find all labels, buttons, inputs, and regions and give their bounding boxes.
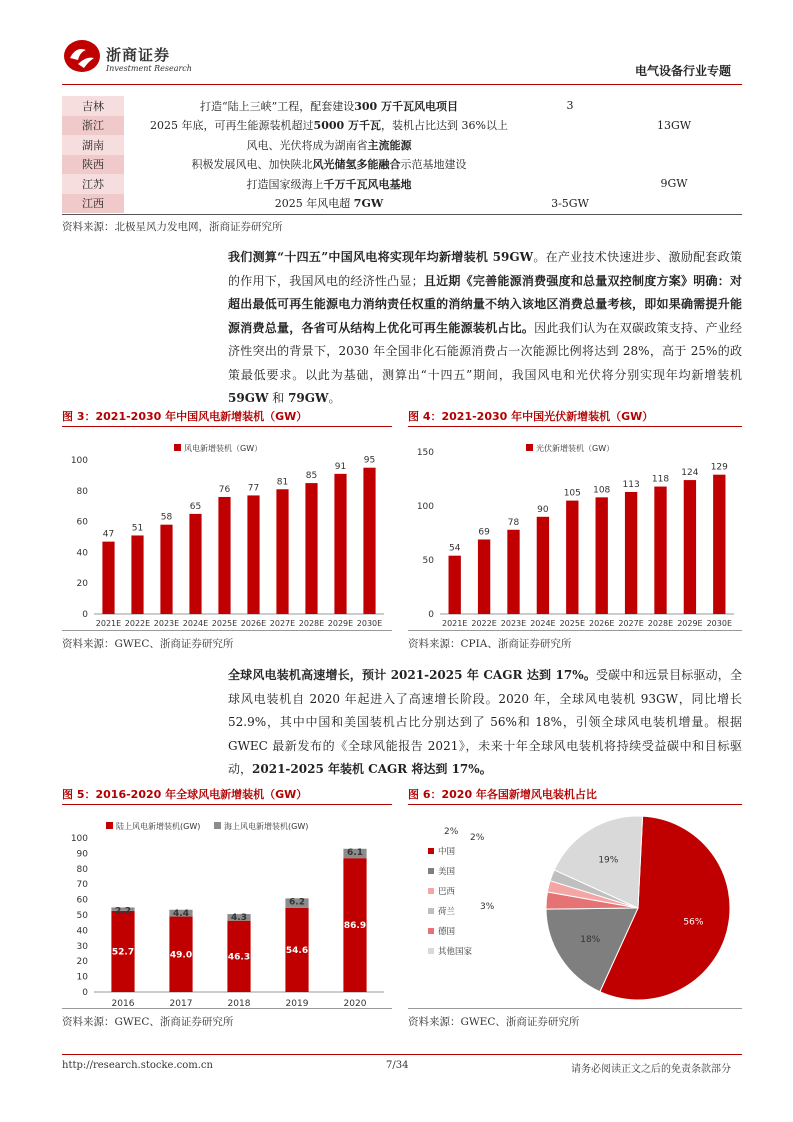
data-label: 77 <box>247 483 260 494</box>
value-cell: 3-5GW <box>551 196 589 210</box>
legend-swatch <box>106 822 113 829</box>
target-cell: 13GW <box>656 118 692 132</box>
data-label: 58 <box>160 512 173 523</box>
report-type: 电气设备行业专题 <box>634 64 731 78</box>
x-tick-label: 2028E <box>298 619 325 628</box>
value-cell <box>534 155 606 175</box>
fig5-bottom-rule <box>62 1008 392 1009</box>
policy-text: 2025 年底，可再生能源装机超过 <box>150 119 314 133</box>
y-tick-label: 30 <box>76 941 88 952</box>
x-tick-label: 2026E <box>588 619 615 628</box>
bar <box>276 489 288 614</box>
header-divider <box>62 84 742 85</box>
legend-swatch <box>428 948 434 954</box>
para1-text-2: 因此我们认为在双碳政策支持、产业经济性突出的背景下，2030 年全国非化石能源消费占一次能源比例将达到 28%，高于 25%的政策最低要求。以此为基础，测算出“十四五”期间，我国风电和光伏将分别实现年均新增装机 <box>228 320 742 382</box>
data-label: 2.2 <box>115 906 131 917</box>
data-label: 54.6 <box>285 945 309 956</box>
table-source: 资料来源：北极星风力发电网，浙商证券研究所 <box>62 221 283 233</box>
paragraph-wind-forecast <box>228 246 742 411</box>
policy-cell <box>124 174 534 194</box>
x-tick-label: 2019 <box>285 999 309 1008</box>
bar <box>131 535 143 614</box>
y-tick-label: 20 <box>76 957 88 968</box>
legend-swatch <box>428 848 434 854</box>
x-tick-label: 2025E <box>211 619 238 628</box>
logo-icon <box>62 38 102 74</box>
x-tick-label: 2022E <box>471 619 497 628</box>
bar <box>247 495 259 614</box>
legend-label: 海上风电新增装机(GW) <box>224 822 309 831</box>
data-label: 52.7 <box>111 947 135 958</box>
x-tick-label: 2029E <box>677 619 703 628</box>
y-tick-label: 0 <box>82 610 88 620</box>
brand-name: 浙商证券 <box>106 46 171 64</box>
fig4-rule <box>408 426 742 427</box>
policy-text: 积极发展风电、加快陕北 <box>191 158 313 172</box>
x-tick-label: 2017 <box>169 999 193 1008</box>
x-tick-label: 2023E <box>500 619 527 628</box>
data-label: 47 <box>102 529 115 540</box>
target-cell <box>606 96 742 116</box>
fig4-source: 资料来源：CPIA、浙商证券研究所 <box>408 638 572 650</box>
data-label: 108 <box>593 485 611 496</box>
y-tick-label: 40 <box>76 926 88 937</box>
bar <box>334 474 346 614</box>
legend-label: 其他国家 <box>438 947 473 957</box>
x-tick-label: 2027E <box>618 619 644 628</box>
bar <box>102 542 114 614</box>
para1-bold-1: 我们测算“十四五”中国风电将实现年均新增装机 59GW <box>228 250 534 264</box>
target-cell <box>606 155 742 175</box>
bar <box>363 468 375 614</box>
data-label: 124 <box>681 468 699 479</box>
data-label: 46.3 <box>227 952 251 963</box>
data-label: 51 <box>131 523 144 534</box>
fig3-source: 资料来源：GWEC、浙商证券研究所 <box>62 638 234 650</box>
y-tick-label: 20 <box>76 579 88 590</box>
bar <box>449 556 461 614</box>
para1-bold-2: 且近期《完善能源消费强度和总量双控制度方案》明确：对超出最低可再生能源电力消纳责任权重的消纳量不纳入该地区消费总量考核，即如果确需提升能源消费总量，各省可从结构上优化可再生能源装机占比。 <box>228 273 742 335</box>
legend-label: 德国 <box>438 927 456 937</box>
bar <box>625 492 637 614</box>
policy-text-tail: ，装机占比达到 36%以上 <box>381 119 508 133</box>
para2-bold-1: 全球风电装机高速增长，预计 2021-2025 年 CAGR 达到 17%。 <box>228 668 596 682</box>
slice-label: 18% <box>580 935 601 946</box>
data-label: 6.2 <box>289 897 305 908</box>
policy-highlight: 主流能源 <box>367 138 412 152</box>
y-tick-label: 100 <box>416 502 434 512</box>
province-cell: 江西 <box>62 194 124 214</box>
para1-bold-4: 79GW <box>288 391 329 405</box>
x-tick-label: 2030E <box>706 619 733 628</box>
bar <box>478 539 490 614</box>
slice-label: 2% <box>470 833 485 843</box>
table-row <box>62 96 742 116</box>
x-tick-label: 2024E <box>530 619 556 628</box>
province-cell: 江苏 <box>62 174 124 194</box>
table-row <box>62 194 742 214</box>
data-label: 65 <box>189 501 202 512</box>
para2-bold-2: 2021-2025 年装机 CAGR 将达到 17%。 <box>252 762 492 776</box>
legend-swatch <box>428 868 434 874</box>
policy-text: 打造“陆上三峡”工程，配套建设 <box>199 99 355 113</box>
y-tick-label: 70 <box>76 880 88 891</box>
slice-label: 3% <box>480 902 495 912</box>
fig3-chart <box>62 430 392 630</box>
bar <box>189 514 201 614</box>
data-label: 69 <box>478 527 490 538</box>
policy-cell <box>124 155 534 175</box>
legend-swatch <box>428 928 434 934</box>
y-tick-label: 80 <box>76 864 88 875</box>
x-tick-label: 2021E <box>95 619 122 628</box>
x-tick-label: 2024E <box>182 619 209 628</box>
x-tick-label: 2030E <box>356 619 383 628</box>
province-cell: 陕西 <box>62 155 124 175</box>
x-tick-label: 2020 <box>343 999 367 1008</box>
data-label: 49.0 <box>169 950 193 961</box>
legend-label: 巴西 <box>438 887 456 897</box>
bar <box>713 475 725 614</box>
data-label: 113 <box>622 479 640 490</box>
legend-swatch <box>214 822 221 829</box>
para2-text-1: 受碳中和远景目标驱动，全球风电装机自 2020 年起进入了高速增长阶段。2020 年，全球风电装机 93GW，同比增长 52.9%，其中中国和美国装机占比分别达到了 56%和 18%，引领全球风电装机增量。根据 GWEC 最新发布的《全球风能报告 2021》，未来十年全球风电装机将持续受益碳中和目标驱动， <box>228 668 742 776</box>
value-cell <box>534 135 606 155</box>
footer-divider <box>62 1054 742 1055</box>
data-label: 90 <box>537 504 549 515</box>
y-tick-label: 50 <box>76 911 88 921</box>
x-tick-label: 2021E <box>441 619 468 628</box>
slice-label: 2% <box>444 827 459 837</box>
policy-text: 2025 年风电超 <box>274 197 354 211</box>
bar <box>507 530 519 614</box>
bar <box>684 480 696 614</box>
table-row <box>62 135 742 155</box>
data-label: 4.3 <box>231 913 247 924</box>
y-tick-label: 100 <box>70 456 88 466</box>
policy-highlight: 千万千瓦风电基地 <box>323 177 412 191</box>
x-tick-label: 2023E <box>153 619 180 628</box>
legend-label: 荷兰 <box>438 907 456 917</box>
y-tick-label: 60 <box>76 895 88 906</box>
fig6-title: 图 6：2020 年各国新增风电装机占比 <box>408 788 597 801</box>
table-row <box>62 155 742 175</box>
fig6-source: 资料来源：GWEC、浙商证券研究所 <box>408 1016 580 1028</box>
province-cell: 湖南 <box>62 135 124 155</box>
data-label: 129 <box>710 462 728 473</box>
y-tick-label: 0 <box>82 988 88 998</box>
policy-highlight: 300 万千瓦风电项目 <box>354 99 459 113</box>
footer-disclaimer: 请务必阅读正文之后的免责条款部分 <box>571 1064 731 1075</box>
para1-text-4: 。 <box>328 391 341 405</box>
slice-label: 56% <box>683 917 704 928</box>
fig4-title: 图 4：2021-2030 年中国光伏新增装机（GW） <box>408 410 654 423</box>
policy-cell <box>124 96 534 116</box>
legend-swatch <box>428 908 434 914</box>
bar <box>566 501 578 614</box>
fig5-source: 资料来源：GWEC、浙商证券研究所 <box>62 1016 234 1028</box>
x-tick-label: 2022E <box>124 619 151 628</box>
legend-label: 美国 <box>438 867 456 877</box>
value-cell: 3 <box>566 99 574 113</box>
y-tick-label: 60 <box>76 517 88 528</box>
policy-text-tail: 示范基地建设 <box>400 158 467 172</box>
policy-cell <box>124 135 534 155</box>
fig5-title: 图 5：2016-2020 年全球风电新增装机（GW） <box>62 788 308 801</box>
data-label: 86.9 <box>343 921 367 932</box>
policy-cell <box>124 116 534 136</box>
legend-label: 光伏新增装机（GW） <box>536 444 615 453</box>
fig3-rule <box>62 426 392 427</box>
legend-swatch <box>428 888 434 894</box>
data-label: 78 <box>507 517 520 528</box>
legend-label: 风电新增装机（GW） <box>184 444 263 453</box>
y-tick-label: 150 <box>416 448 434 458</box>
legend-swatch <box>526 444 533 451</box>
y-tick-label: 50 <box>422 556 434 566</box>
province-cell: 吉林 <box>62 96 124 116</box>
data-label: 85 <box>305 471 318 482</box>
table-row <box>62 174 742 194</box>
para1-text-3: 和 <box>268 391 289 405</box>
bar <box>160 525 172 614</box>
paragraph-global-wind <box>228 664 742 782</box>
slice-label: 19% <box>598 855 619 866</box>
fig6-rule <box>408 804 742 805</box>
x-tick-label: 2027E <box>269 619 296 628</box>
policy-highlight: 风光储氢多能融合 <box>312 158 401 172</box>
policy-highlight: 5000 万千瓦 <box>313 119 381 133</box>
fig3-title: 图 3：2021-2030 年中国风电新增装机（GW） <box>62 410 308 423</box>
fig5-chart <box>62 808 392 1008</box>
y-tick-label: 0 <box>428 610 434 620</box>
y-tick-label: 10 <box>76 972 88 983</box>
x-tick-label: 2026E <box>240 619 267 628</box>
data-label: 91 <box>334 461 347 472</box>
target-cell: 9GW <box>660 177 688 191</box>
table-row <box>62 116 742 136</box>
brand-subtitle: Investment Research <box>106 64 192 73</box>
bar <box>218 497 230 614</box>
data-label: 81 <box>276 477 289 488</box>
fig6-bottom-rule <box>408 1008 742 1009</box>
bar <box>596 497 608 614</box>
policy-text: 打造国家级海上 <box>246 177 324 191</box>
x-tick-label: 2016 <box>111 999 135 1008</box>
bar <box>305 483 317 614</box>
data-label: 95 <box>363 455 376 466</box>
para1-text-1: 。在产业技术快速进步、激励配套政策的作用下，我国风电的经济性凸显； <box>228 250 742 288</box>
policy-cell <box>124 194 534 214</box>
x-tick-label: 2028E <box>647 619 674 628</box>
fig5-rule <box>62 804 392 805</box>
x-tick-label: 2018 <box>227 999 251 1008</box>
table-divider <box>62 214 742 215</box>
x-tick-label: 2025E <box>559 619 586 628</box>
data-label: 4.4 <box>173 908 189 919</box>
y-tick-label: 100 <box>70 834 88 844</box>
bar <box>537 517 549 614</box>
legend-swatch <box>174 444 181 451</box>
y-tick-label: 40 <box>76 548 88 559</box>
data-label: 54 <box>448 543 461 554</box>
data-label: 6.1 <box>347 847 363 858</box>
x-tick-label: 2029E <box>327 619 354 628</box>
data-label: 118 <box>651 474 670 485</box>
target-cell <box>606 135 742 155</box>
y-tick-label: 90 <box>76 849 88 860</box>
legend-label: 陆上风电新增装机(GW) <box>116 822 201 831</box>
legend-label: 中国 <box>438 847 456 857</box>
fig4-bottom-rule <box>408 630 742 631</box>
fig4-chart <box>408 430 742 630</box>
policy-highlight: 7GW <box>353 197 384 211</box>
fig3-bottom-rule <box>62 630 392 631</box>
fig6-chart <box>408 808 742 1008</box>
para1-bold-3: 59GW <box>228 391 269 405</box>
data-label: 105 <box>563 488 581 499</box>
value-cell <box>534 116 606 136</box>
page-number: 7/34 <box>386 1060 409 1071</box>
bar <box>654 487 666 614</box>
policy-text: 风电、光伏将成为湖南省 <box>246 138 368 152</box>
province-policy-table <box>62 96 742 213</box>
target-cell <box>606 194 742 214</box>
value-cell <box>534 174 606 194</box>
data-label: 76 <box>218 484 231 495</box>
province-cell: 浙江 <box>62 116 124 136</box>
footer-url[interactable]: http://research.stocke.com.cn <box>62 1060 213 1071</box>
y-tick-label: 80 <box>76 486 88 497</box>
